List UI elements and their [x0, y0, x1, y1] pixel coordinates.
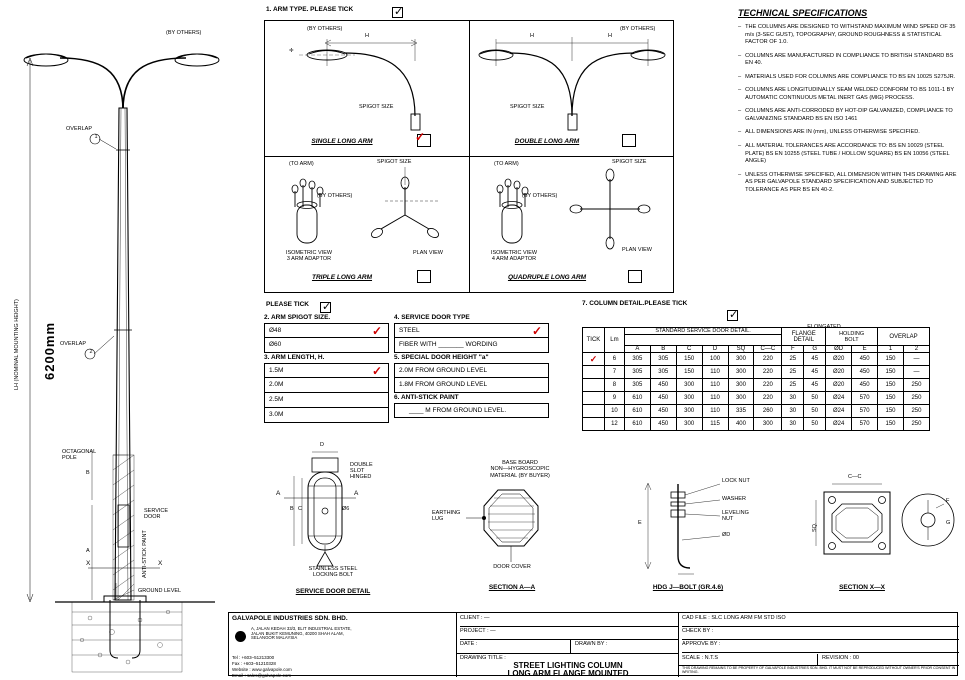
cell-overlap-1: 150: [878, 366, 904, 379]
field-drawn-by-label: DRAWN BY :: [575, 641, 608, 647]
arm-cell-single-h: H: [365, 33, 369, 39]
tech-spec-item: [738, 143, 960, 166]
service-door-type-option-0-label: STEEL: [399, 327, 420, 334]
field-date: [460, 641, 560, 653]
cell-cc: 300: [754, 418, 782, 431]
field-divider-h: [457, 653, 679, 654]
please-tick-checkbox[interactable]: [320, 302, 331, 313]
label-earthing-lug: EARTHING LUG: [432, 510, 461, 523]
label-dim-b: B: [290, 506, 294, 512]
cell-overlap-2: 250: [903, 418, 929, 431]
section-mark-x-left: X: [86, 560, 91, 567]
tech-spec-item-text: ALL MATERIAL TOLERANCES ARE ACCORDANCE TO: BS EN 10029 (STEEL PLATE) BS EN 10255 (STEEL TUBE / HOLLOW SQUARE) BS EN 10056 (STEEL ANGLE): [745, 143, 950, 165]
tech-spec-item: [738, 74, 960, 82]
special-door-height-option-1-label: 1.8M FROM GROUND LEVEL: [399, 381, 488, 388]
cell-overlap-1: 150: [878, 353, 904, 366]
arm-length-option-2[interactable]: [264, 393, 389, 408]
cell-f: 25: [782, 353, 804, 366]
cell-cc: 220: [754, 366, 782, 379]
label-octagonal-pole: OCTAGONAL POLE: [62, 449, 97, 462]
label-ground-level: GROUND LEVEL: [138, 588, 182, 594]
cell-e: 450: [852, 379, 878, 392]
arm-cell-triple-to-arm: (TO ARM): [289, 161, 314, 167]
field-client-label: CLIENT :: [460, 615, 483, 621]
service-door-detail-title: SERVICE DOOR DETAIL: [295, 588, 371, 595]
client-project-fields: [457, 613, 679, 677]
company-fax: Fax : +603‒51210328: [232, 661, 276, 666]
field-revision: REVISION : 00: [822, 655, 859, 661]
arm-cell-triple-spigot: SPIGOT SIZE: [377, 159, 412, 165]
label-g-dimension: G: [946, 520, 951, 526]
label-bolt-length-e: E: [638, 520, 642, 526]
cell-c: 300: [676, 379, 702, 392]
cell-cc: 220: [754, 353, 782, 366]
cell-d: 110: [702, 366, 728, 379]
section-aa-drawing: [432, 460, 578, 600]
cell-cc: 260: [754, 405, 782, 418]
special-door-height-title: 5. SPECIAL DOOR HEIGHT "a": [394, 354, 489, 361]
cell-a: 610: [624, 405, 650, 418]
spigot-option-0-label: Ø48: [269, 327, 282, 334]
company-tel: Tel : +603‒51213300: [232, 655, 275, 660]
field-drawn-by: [575, 641, 679, 653]
tech-spec-item-text: UNLESS OTHERWISE SPECIFIED, ALL DIMENSION WITHIN THIS DRAWING ARE AS PER GALVAPOLE STANDARD SPECIFICATION AND SUBJECTED TO TOLERANCE AS PER BS EN 40-2.: [745, 171, 957, 193]
arm-length-option-1-label: 2.0M: [269, 381, 284, 388]
tech-spec-item: [738, 172, 960, 195]
cell-overlap-2: 250: [903, 405, 929, 418]
label-dim-c: C: [298, 506, 302, 512]
anti-stick-paint-option-0-label: ____ M FROM GROUND LEVEL.: [409, 407, 507, 414]
field-project-value[interactable]: —: [490, 628, 496, 634]
arm-cell-double[interactable]: [470, 21, 674, 157]
service-door-type-option-1[interactable]: [394, 338, 549, 353]
cell-tick[interactable]: [583, 418, 605, 431]
cell-c: 150: [676, 353, 702, 366]
section-mark-x-right: X: [158, 560, 163, 567]
arm-cell-quad-to-arm: (TO ARM): [494, 161, 519, 167]
cell-lm: 12: [604, 418, 624, 431]
cell-tick[interactable]: [583, 392, 605, 405]
field-project: [460, 628, 679, 640]
cell-lm: 9: [604, 392, 624, 405]
service-door-type-option-1-label: FIBER WITH _______ WORDING: [399, 341, 498, 348]
cell-d: 115: [702, 418, 728, 431]
tech-spec-item-text: COLUMNS ARE ANTI-CORRODED BY HOT-DIP GALVANIZED, COMPLIANCE TO GALVANIZING STANDARD BS EN ISO 1461: [745, 108, 953, 122]
cell-overlap-2: —: [903, 366, 929, 379]
anti-stick-paint-title: 6. ANTI-STICK PAINT: [394, 394, 459, 401]
service-door-type-option-0[interactable]: [394, 323, 549, 338]
header-holding-bolt: HOLDING BOLT: [826, 328, 878, 346]
special-door-height-option-1[interactable]: [394, 378, 549, 393]
cell-od: Ø24: [826, 405, 852, 418]
cell-tick[interactable]: [583, 366, 605, 379]
cell-b: 450: [650, 405, 676, 418]
hdg-jbolt-title: HDG J—BOLT (GR.4.6): [652, 584, 724, 591]
company-logo-icon: [235, 631, 246, 642]
cell-b: 450: [650, 392, 676, 405]
header-od: ØD: [826, 346, 852, 353]
arm-cell-quad-by-others: (BY OTHERS): [522, 193, 558, 199]
table-row[interactable]: [583, 392, 930, 405]
header-d: D: [702, 346, 728, 353]
cell-e: 570: [852, 418, 878, 431]
cell-e: 570: [852, 392, 878, 405]
header-b: B: [650, 346, 676, 353]
arm-cell-double-by-others: (BY OTHERS): [620, 26, 656, 32]
header-lm: Lm: [604, 328, 624, 353]
cell-g: 50: [804, 405, 826, 418]
arm-cell-double-label: DOUBLE LONG ARM: [514, 138, 580, 145]
cell-f: 25: [782, 366, 804, 379]
check-icon: ✓: [729, 309, 739, 322]
table-header-row-1: [583, 328, 930, 335]
arm-cell-triple-checkbox[interactable]: [417, 270, 431, 283]
arm-cell-single-label: SINGLE LONG ARM: [311, 138, 373, 145]
arm-cell-single-axis: ✛: [289, 48, 294, 54]
cell-a: 305: [624, 366, 650, 379]
field-project-label: PROJECT :: [460, 628, 489, 634]
cell-od: Ø24: [826, 418, 852, 431]
cell-lm: 10: [604, 405, 624, 418]
cell-sq: 300: [728, 366, 754, 379]
header-g: G: [804, 346, 826, 353]
label-sq-dimension: SQ.: [812, 522, 818, 532]
arm-length-option-1[interactable]: [264, 378, 389, 393]
spigot-option-1[interactable]: [264, 338, 389, 353]
section-xx-drawing: [800, 470, 960, 600]
check-icon: ✓: [322, 301, 332, 314]
header-elongated: ELONGATED: [807, 324, 841, 330]
tech-spec-item-text: COLUMNS ARE MANUFACTURED IN COMPLIANCE TO BRITISH STANDARD BS EN 40.: [745, 52, 954, 67]
tech-spec-item-text: ALL DIMENSIONS ARE IN (mm), UNLESS OTHERWISE SPECIFIED.: [745, 129, 920, 136]
cell-b: 305: [650, 353, 676, 366]
anti-stick-paint-option-0[interactable]: [394, 403, 549, 418]
cell-overlap-2: 250: [903, 392, 929, 405]
label-stainless-locking-bolt: STAINLESS STEEL LOCKING BOLT: [308, 566, 358, 579]
arm-cell-quad-checkbox[interactable]: [628, 270, 642, 283]
header-a: A: [624, 346, 650, 353]
label-anti-stick-paint: ANTI-STICK PAINT: [142, 530, 148, 578]
cell-g: 45: [804, 353, 826, 366]
scale-revision-divider: [817, 654, 818, 665]
copyright-note: THIS DRAWING REMAINS TO BE PROPERTY OF GALVAPOLE INDUSTRIES SDN. BHD. IT MUST NOT BE REPRODUCED WITHOUT OWNER'S PRIOR CONSENT IN WRITING.: [682, 666, 956, 675]
please-tick-label: PLEASE TICK: [266, 301, 309, 308]
header-e: E: [852, 346, 878, 353]
cell-tick[interactable]: [583, 379, 605, 392]
tech-spec-item-text: THE COLUMNS ARE DESIGNED TO WITHSTAND MAXIMUM WIND SPEED OF 35 m/s (3-SEC GUST), TOPOGRAPHY, GROUND ROUGHNESS & STATISTICAL FACTOR OF 1.0.: [745, 24, 956, 46]
field-divider-v: [570, 640, 571, 654]
column-detail-table: [582, 327, 930, 431]
cell-b: 450: [650, 418, 676, 431]
field-approve-by[interactable]: APPROVE BY :: [682, 641, 959, 653]
arm-cell-single-spigot: SPIGOT SIZE: [359, 104, 394, 110]
arm-type-tick-checkbox[interactable]: [392, 7, 403, 18]
label-base-board: BASE BOARD NON—HYGROSCOPIC MATERIAL (BY BUYER): [490, 460, 550, 479]
arm-length-title: 3. ARM LENGTH, H.: [264, 354, 325, 361]
section-mark-a-right: A: [354, 490, 359, 497]
cell-lm: 6: [604, 353, 624, 366]
cell-f: 30: [782, 392, 804, 405]
cell-od: Ø20: [826, 366, 852, 379]
label-door-cover: DOOR COVER: [493, 564, 531, 570]
arm-cell-double-h-right: H: [608, 33, 612, 39]
arm-cell-triple-by-others: (BY OTHERS): [317, 193, 353, 199]
label-overlap-2: OVERLAP: [60, 341, 86, 347]
arm-cell-single-by-others: (BY OTHERS): [307, 26, 343, 32]
cell-a: 305: [624, 353, 650, 366]
arm-length-option-3[interactable]: [264, 408, 389, 423]
cell-g: 45: [804, 366, 826, 379]
label-overlap-2-number: 2: [89, 349, 93, 355]
tech-spec-title: TECHNICAL SPECIFICATIONS: [738, 8, 868, 18]
arm-length-option-0[interactable]: [264, 363, 389, 378]
header-sq: SQ: [728, 346, 754, 353]
arm-type-grid: [264, 20, 674, 293]
label-dim-d: D: [320, 442, 324, 448]
table-row[interactable]: [583, 418, 930, 431]
company-website: Website : www.galvapole.com: [232, 667, 292, 672]
tech-spec-item: [738, 87, 960, 102]
approval-fields: [679, 613, 959, 677]
field-date-label: DATE :: [460, 641, 478, 647]
label-leveling-nut: LEVELING NUT: [722, 510, 749, 523]
spigot-size-block: [264, 314, 389, 353]
arm-length-block: [264, 354, 389, 423]
cell-sq: 300: [728, 353, 754, 366]
cell-e: 570: [852, 405, 878, 418]
cell-b: 305: [650, 366, 676, 379]
cell-overlap-2: 250: [903, 379, 929, 392]
cell-g: 50: [804, 418, 826, 431]
bullet-dash-icon: –: [738, 171, 742, 178]
cell-overlap-1: 150: [878, 405, 904, 418]
label-overlap-1: OVERLAP: [66, 126, 92, 132]
arm-length-option-3-label: 3.0M: [269, 411, 284, 418]
spigot-option-0-tick: ✓: [371, 324, 382, 338]
arm-cell-quad-iso: ISOMETRIC VIEW 4 ARM ADAPTOR: [490, 250, 538, 263]
cell-od: Ø20: [826, 353, 852, 366]
cell-d: 110: [702, 379, 728, 392]
label-height-value: 6200mm: [42, 321, 57, 380]
dim-b: B: [86, 470, 90, 476]
check-icon: ✓: [394, 6, 404, 19]
special-door-height-option-0[interactable]: [394, 363, 549, 378]
cell-sq: 335: [728, 405, 754, 418]
arm-cell-quad-plan: PLAN VIEW: [622, 247, 652, 253]
cell-od: Ø20: [826, 379, 852, 392]
label-bolt-diameter: ØD: [722, 532, 731, 538]
pole-elevation-drawing: [0, 0, 250, 680]
arm-cell-quad-label: QUADRUPLE LONG ARM: [507, 274, 587, 281]
field-scale: SCALE : N.T.S: [682, 655, 719, 661]
cell-od: Ø24: [826, 392, 852, 405]
arm-cell-quad-spigot: SPIGOT SIZE: [612, 159, 647, 165]
tech-spec-item: [738, 53, 960, 68]
label-nominal-height: LH (NOMINAL MOUNTING HEIGHT): [14, 299, 20, 390]
cell-g: 50: [804, 392, 826, 405]
arm-type-panel: [264, 6, 674, 293]
cell-cc: 220: [754, 379, 782, 392]
cell-sq: 300: [728, 379, 754, 392]
label-washer: WASHER: [722, 496, 746, 502]
header-overlap: OVERLAP: [878, 328, 930, 346]
header-standard-door: STANDARD SERVICE DOOR DETAIL.: [624, 328, 781, 335]
table-row[interactable]: [583, 379, 930, 392]
spigot-option-0[interactable]: [264, 323, 389, 338]
cell-e: 450: [852, 366, 878, 379]
header-f: F: [782, 346, 804, 353]
company-address: A, JALAN KEDAH 33/3, ELIT INDUSTRIAL ESTATE, JALAN BUKIT KEMUNING, 40200 SHAH ALAM, SELANGOR MALAYSIA: [251, 626, 352, 641]
column-detail-tick-checkbox[interactable]: [727, 310, 738, 321]
cell-a: 610: [624, 418, 650, 431]
label-by-others: (BY OTHERS): [166, 30, 202, 36]
arm-cell-quadruple[interactable]: [470, 157, 674, 293]
label-phi6: Ø6: [342, 506, 350, 512]
special-door-height-option-0-label: 2.0M FROM GROUND LEVEL: [399, 367, 488, 374]
cell-f: 30: [782, 405, 804, 418]
cell-g: 45: [804, 379, 826, 392]
cell-lm: 8: [604, 379, 624, 392]
table-header-row-3: [583, 346, 930, 353]
arm-cell-double-checkbox[interactable]: [622, 134, 636, 147]
arm-type-title: 1. ARM TYPE. PLEASE TICK: [266, 6, 354, 13]
bullet-dash-icon: –: [738, 52, 742, 59]
cell-tick[interactable]: ✓: [583, 353, 605, 366]
field-cad-file: CAD FILE : SLC LONG ARM FM STD ISO: [682, 615, 959, 627]
cell-cc: 220: [754, 392, 782, 405]
header-tick: TICK: [583, 328, 605, 353]
bullet-dash-icon: –: [738, 24, 742, 30]
bullet-dash-icon: –: [738, 87, 742, 94]
cell-d: 100: [702, 353, 728, 366]
field-client: [460, 615, 679, 627]
drawing-title-label: DRAWING TITLE :: [460, 655, 506, 661]
cell-d: 110: [702, 405, 728, 418]
cell-overlap-1: 150: [878, 392, 904, 405]
service-door-detail-drawing: [264, 440, 404, 600]
company-email: Email : sales@galvapole.com: [232, 673, 292, 678]
arm-cell-double-spigot: SPIGOT SIZE: [510, 104, 545, 110]
label-overlap-1-number: 1: [94, 134, 98, 140]
cell-overlap-2: —: [903, 353, 929, 366]
label-lock-nut: LOCK NUT: [722, 478, 750, 484]
field-client-value[interactable]: —: [484, 615, 490, 621]
tech-spec-item: [738, 108, 960, 123]
cell-tick[interactable]: [583, 405, 605, 418]
spigot-option-1-label: Ø60: [269, 341, 282, 348]
cell-a: 305: [624, 379, 650, 392]
service-door-type-option-0-tick: ✓: [531, 324, 542, 338]
tech-spec-item-text: MATERIALS USED FOR COLUMNS ARE COMPLIANCE TO BS EN 10025 S275JR.: [745, 73, 956, 80]
cell-c: 300: [676, 418, 702, 431]
section-aa-title: SECTION A—A: [488, 584, 536, 591]
arm-length-option-0-label: 1.5M: [269, 367, 284, 374]
arm-cell-single-tick: ✓: [415, 130, 426, 144]
cell-c: 300: [676, 405, 702, 418]
arm-length-option-0-tick: ✓: [371, 364, 382, 378]
service-door-type-block: [394, 314, 549, 353]
cell-f: 30: [782, 418, 804, 431]
spigot-size-title: 2. ARM SPIGOT SIZE.: [264, 314, 331, 321]
cell-a: 610: [624, 392, 650, 405]
label-f-dimension: F: [946, 498, 950, 504]
arm-cell-triple-iso: ISOMETRIC VIEW 3 ARM ADAPTOR: [285, 250, 333, 263]
bullet-dash-icon: –: [738, 73, 742, 80]
cell-sq: 400: [728, 418, 754, 431]
arm-length-option-2-label: 2.5M: [269, 396, 284, 403]
title-block: [228, 612, 958, 676]
cell-c: 300: [676, 392, 702, 405]
arm-cell-triple[interactable]: [265, 157, 470, 293]
table-row[interactable]: [583, 405, 930, 418]
dim-a: A: [86, 548, 90, 554]
column-detail-title: 7. COLUMN DETAIL.PLEASE TICK: [582, 300, 688, 307]
cell-f: 25: [782, 379, 804, 392]
table-row[interactable]: [583, 353, 930, 366]
anti-stick-paint-block: [394, 394, 549, 418]
section-mark-a-left: A: [276, 490, 281, 497]
header-flange: FLANGE DETAIL: [782, 328, 826, 346]
drawing-title-line-2: LONG ARM FLANGE MOUNTED: [507, 669, 629, 678]
bullet-dash-icon: –: [738, 108, 742, 115]
header-cc: C—C: [754, 346, 782, 353]
cell-d: 110: [702, 392, 728, 405]
service-door-type-title: 4. SERVICE DOOR TYPE: [394, 314, 470, 321]
header-overlap-2: 2: [903, 346, 929, 353]
header-c: C: [676, 346, 702, 353]
arm-cell-double-h-left: H: [530, 33, 534, 39]
hdg-jbolt-drawing: [608, 470, 768, 600]
drawing-title-line-1: STREET LIGHTING COLUMN: [513, 661, 623, 670]
arm-cell-single[interactable]: [265, 21, 470, 157]
field-check-by[interactable]: CHECK BY :: [682, 628, 959, 640]
bullet-dash-icon: –: [738, 129, 742, 136]
bullet-dash-icon: –: [738, 143, 742, 150]
tech-spec-item: [738, 129, 960, 137]
special-door-height-block: [394, 354, 549, 393]
arm-cell-triple-label: TRIPLE LONG ARM: [311, 274, 373, 281]
label-double-slot-hinged: DOUBLE SLOT HINGED: [350, 462, 373, 481]
cell-lm: 7: [604, 366, 624, 379]
arm-cell-triple-plan: PLAN VIEW: [413, 250, 443, 256]
cell-overlap-1: 150: [878, 379, 904, 392]
table-row[interactable]: [583, 366, 930, 379]
tech-spec-item-text: COLUMNS ARE LONGITUDINALLY SEAM WELDED CONFORM TO BS 1011-1 BY AUTOMATIC CONTINUOUS METAL INERT GAS (MIG) PROCESS.: [745, 87, 955, 101]
cell-c: 150: [676, 366, 702, 379]
cell-overlap-1: 150: [878, 418, 904, 431]
header-overlap-1: 1: [878, 346, 904, 353]
label-cc-dimension: C—C: [848, 474, 862, 480]
header-spacer: [624, 335, 781, 346]
company-name: GALVAPOLE INDUSTRIES SDN. BHD.: [232, 615, 348, 622]
section-xx-title: SECTION X—X: [839, 584, 885, 591]
company-info: [229, 613, 457, 677]
label-service-door: SERVICE DOOR: [144, 508, 169, 521]
tech-spec-item: [738, 24, 960, 47]
column-detail-block: [582, 300, 930, 431]
cell-sq: 300: [728, 392, 754, 405]
technical-specifications: [738, 8, 960, 200]
cell-e: 450: [852, 353, 878, 366]
cell-b: 450: [650, 379, 676, 392]
